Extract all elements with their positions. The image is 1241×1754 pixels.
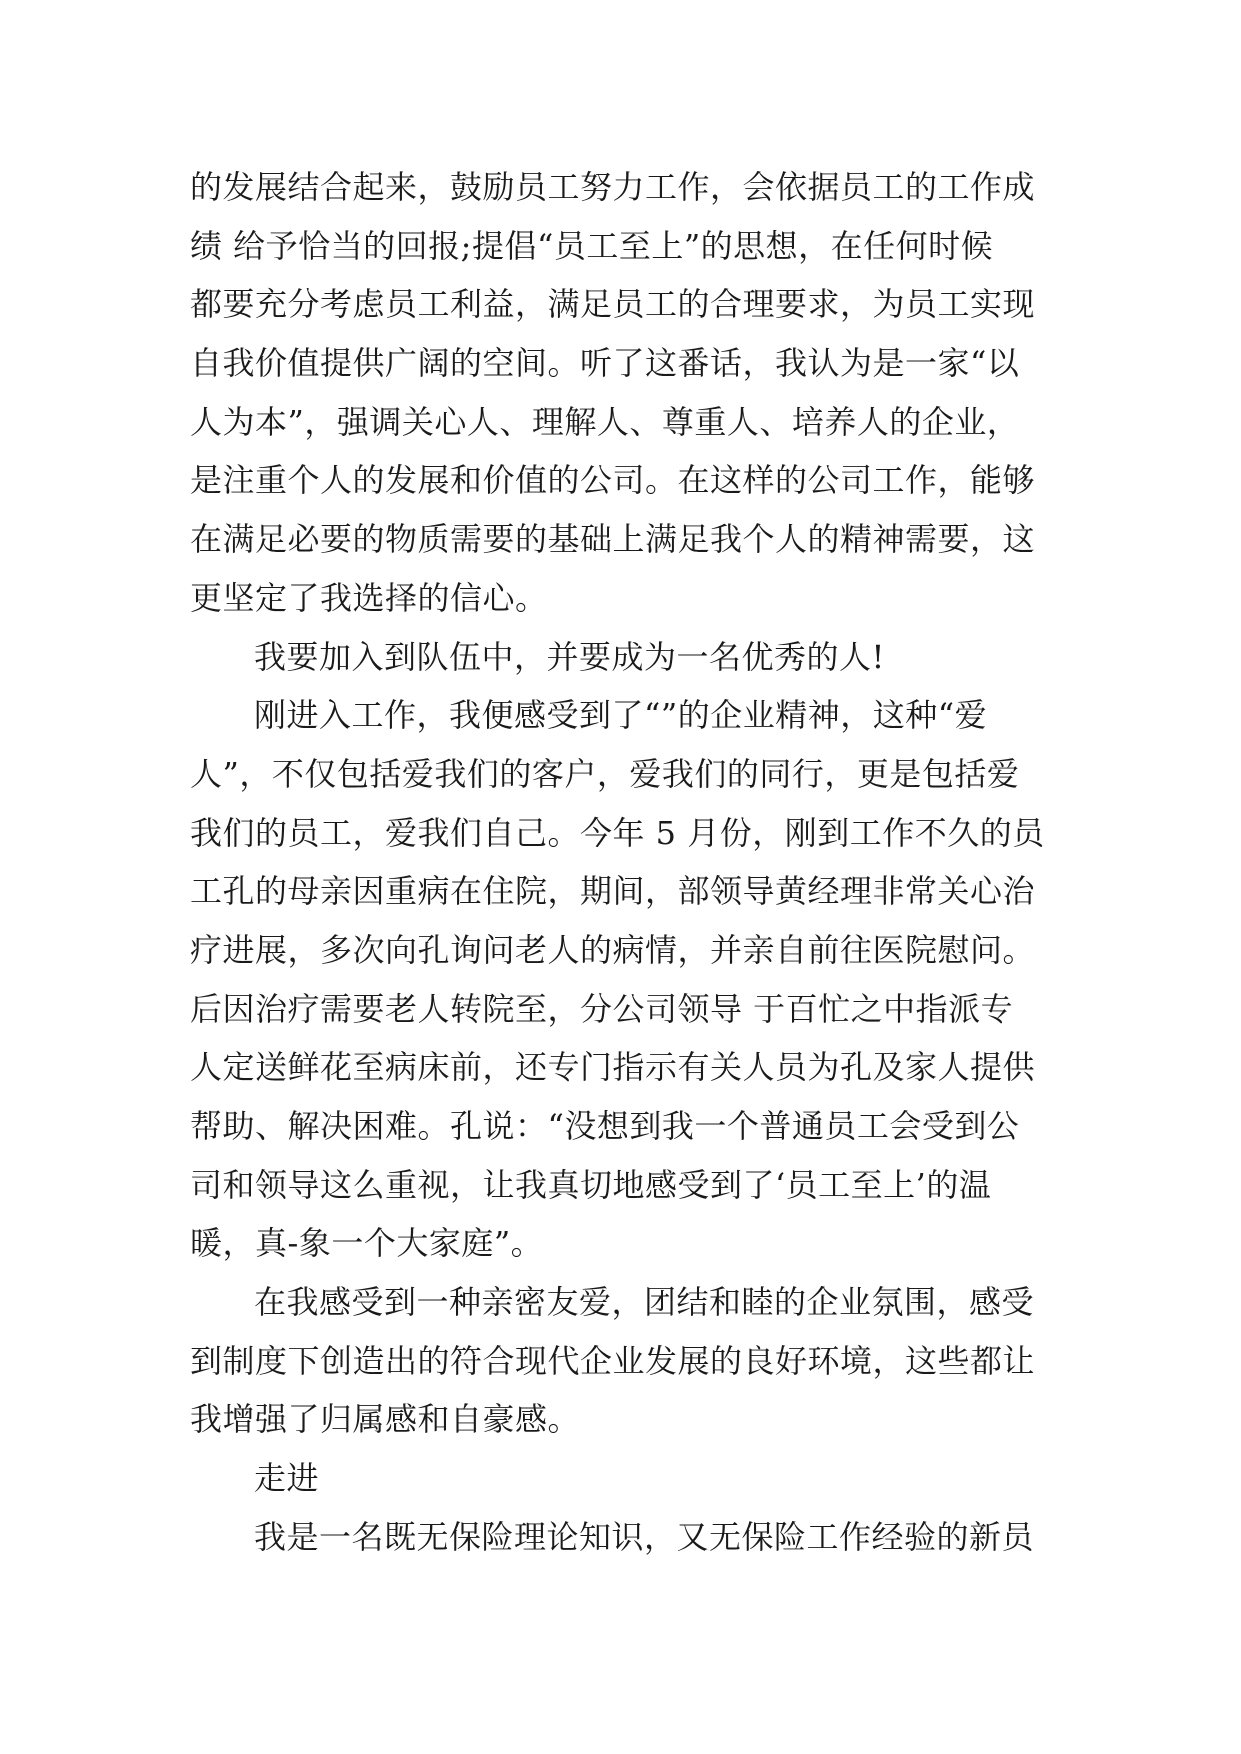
text-line: 人为本”，强调关心人、理解人、尊重人、培养人的企业， <box>190 402 1020 441</box>
paragraph-start-line: 刚进入工作，我便感受到了“”的企业精神，这种“爱 <box>254 696 988 735</box>
text-line: 人”，不仅包括爱我们的客户，爱我们的同行，更是包括爱 <box>190 754 1020 793</box>
text-line: 在满足必要的物质需要的基础上满足我个人的精神需要，这 <box>190 520 1036 559</box>
text-line: 司和领导这么重视，让我真切地感受到了‘员工至上’的温 <box>190 1165 992 1204</box>
section-heading-line: 走进 <box>254 1459 320 1498</box>
document-body <box>190 158 1060 1567</box>
paragraph-start-line: 我要加入到队伍中，并要成为一名优秀的人! <box>254 637 885 676</box>
text-line: 绩 给予恰当的回报;提倡“员工至上”的思想，在任何时候 <box>190 226 994 265</box>
text-line: 的发展结合起来，鼓励员工努力工作，会依据员工的工作成 <box>190 168 1036 206</box>
text-line: 自我价值提供广阔的空间。听了这番话，我认为是一家“以 <box>190 344 1020 383</box>
text-line: 后因治疗需要老人转院至，分公司领导 于百忙之中指派专 <box>190 989 1014 1028</box>
paragraph-start-line: 我是一名既无保险理论知识，又无保险工作经验的新员 <box>254 1517 1035 1556</box>
text-line: 疗进展，多次向孔询问老人的病情，并亲自前往医院慰问。 <box>190 930 1036 969</box>
text-line: 更坚定了我选择的信心。 <box>190 578 548 617</box>
text-line: 工孔的母亲因重病在住院，期间，部领导黄经理非常关心治 <box>190 872 1036 911</box>
text-line: 帮助、解决困难。孔说：“没想到我一个普通员工会受到公 <box>190 1107 1020 1145</box>
text-line: 暖，真-象一个大家庭”。 <box>190 1224 544 1263</box>
text-line: 我增强了归属感和自豪感。 <box>190 1400 581 1439</box>
paragraph-start-line: 在我感受到一种亲密友爱，团结和睦的企业氛围，感受 <box>254 1283 1035 1322</box>
text-line: 我们的员工，爱我们自己。今年 5 月份，刚到工作不久的员 <box>190 813 1045 852</box>
text-line: 是注重个人的发展和价值的公司。在这样的公司工作，能够 <box>190 461 1036 500</box>
text-line: 人定送鲜花至病床前，还专门指示有关人员为孔及家人提供 <box>190 1048 1036 1087</box>
text-line: 到制度下创造出的符合现代企业发展的良好环境，这些都让 <box>190 1341 1036 1380</box>
text-line: 都要充分考虑员工利益，满足员工的合理要求，为员工实现 <box>190 285 1036 324</box>
